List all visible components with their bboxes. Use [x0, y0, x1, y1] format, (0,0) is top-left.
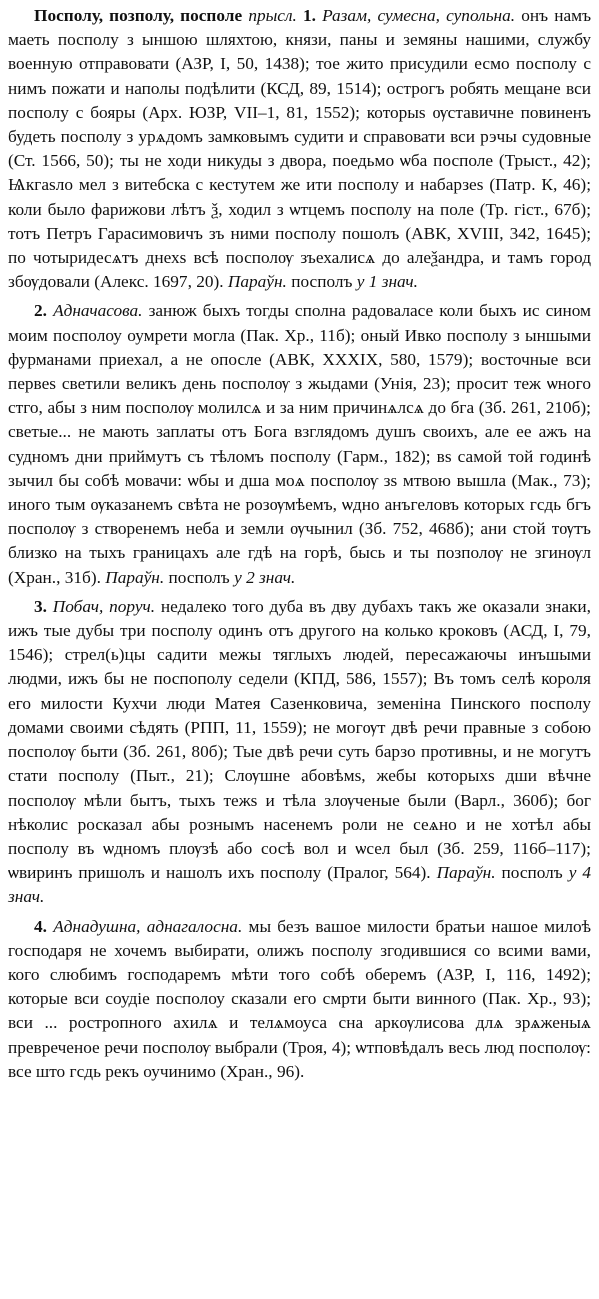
sense-citations: недалеко того дуба въ дву дубахъ такъ же оказали знаки, ижъ тые дубы три посполу одинъ отъ другого на колько кроковъ (АСД, I, 79, 1546); стрел(ь)цы садити межы тяглыхъ людей, пересажаючы инъшыми людми, ижъ бы не поспополу седели (КПД, 586, 1557); Въ томъ селѣ короля его милости Кухчи люди Матея Сазенковича, земеніна Пинского посполу домами своими сѣдять (РПП, 11, 1559); не могѹт двѣ речи правные з собою посполѹ быти (Зб. 261, 80б); Тые двѣ речи суть барзо противны, и не могутъ стати посполу (Пыт., 21); Слѹшне абовѣмѕ, жебы которыхѕ дши вѣчне посполѹ мѣли бытъ, тыхъ тежѕ и тѣла злѹченые были (Варл., 360б); бог нѣколис росказал абы рознымъ насенемъ роли не сеѧно и не хотѣл абы посполу въ ѡдномъ плѹзѣ або сосѣ вол и ѡсел был (Зб. 259, 116б–117); ѡвиринъ пришолъ и нашолъ ихъ посполу (Пралог, 564).: [8, 596, 591, 883]
cross-reference-sense: у 2 знач.: [234, 567, 296, 587]
cross-reference-word: посполъ: [291, 272, 353, 292]
sense-definition: Побач, поруч.: [52, 596, 156, 616]
sense-number: 2.: [34, 301, 47, 321]
sense-citations: мы безъ вашое милости братьи нашое милоѣ господаря не хочемъ выбирати, олижъ посполу згодившися со всими вами, кого слюбимъ господаремъ мѣти того собѣ оберемъ (АЗР, I, 116, 1492); которые вси соудіе посполоу сказали его смрти быти винного (Пак. Хр., 93); вси ... ростропного ахилѧ и телѧмоуса сна аркѹлисова длѧ зрѧженыѧ превреченое речи посполѹ выбрали (Троя, 4); ѡтповѣдалъ весь люд посполѹ: все што гсдь рекъ оучинимо (Хран., 96).: [8, 916, 592, 1081]
cross-reference-sense: у 1 знач.: [356, 272, 418, 292]
dictionary-sense-4: [8, 915, 591, 1084]
cross-reference-label: Параўн.: [436, 863, 496, 883]
sense-number: 4.: [34, 916, 47, 936]
sense-citations: онъ намъ маеть посполу з ыншою шляхтою, князи, паны и земяны нашими, службу военную отправовати (АЗР, I, 50, 1438); тое жито присудили есмо посполу с нимъ пожати и наполы подѣлити (КСД, 89, 1514); острогъ робять мещане вси посполу с бояры (Арх. ЮЗР, VII–1, 81, 1552); которыѕ ѹставичне повиненъ будеть посполу з урѧдомъ замковымъ судити и справовати вси рэчы судовные (Ст. 1566, 50); ты не ходи никуды з двора, поедьмо ѡба посполе (Трыст., 42); Ѩкгаѕло мел з витебска с кестутем же ити посполу и набарзеѕ (Патр. К, 46); коли было фарижови лѣтъ ѯ, ходил з ѡтцемъ посполу на поле (Тр. гіст., 67б); тотъ Петръ Гарасимовичъ зъ ними посполу пошолъ (АВК, XVIII, 342, 1645); по чотыридесѧтъ днехѕ всѣ посполѹ зъехалисѧ до алеѯандра, и тамъ город збѹдовали (Алекс. 1697, 20).: [8, 6, 592, 292]
headword: Посполу, позполу, посполе: [34, 6, 243, 25]
sense-citations: занюж быхъ тогды сполна радоваласе коли быхъ ис сином моим посполоу оумрети могла (Пак. Хр., 11б); оный Ивко посполу з ыншыми фурманами приехал, а не опосле (АВК, XXXIX, 580, 1579); восточные вси первеѕ светили великъ день посполѹ з жыдами (Унія, 23); просит теж ѡного стго, абы з ним посполѹ молилсѧ и за ним причинѧлсѧ до бга (Зб. 261, 210б); светые... не мають заплаты отъ Бога взглядомъ душъ своихъ, але ее ажъ на судномъ дни приймутъ съ тѣломъ посполу (Гарм., 182); вѕ самой той годинѣ зычил бы собѣ мовачи: ѡбы и дша моѧ посполѹ зѕ мтвою вышла (Мак., 73); иного тым ѹказанемъ свѣта не розѹмѣемъ, ѡдно анъгеловъ которых гсдь бгъ посполѹ з створенемъ неба и земли ѹчынил (Зб. 752, 468б); ани стой тѹтъ близко на тыхъ границахъ але гдѣ на горѣ, бысь и ты позполѹ не згинѹл (Хран., 31б).: [8, 301, 591, 587]
dictionary-sense-2: [8, 299, 591, 589]
sense-number: 3.: [34, 596, 47, 616]
cross-reference-sense: у 4 знач.: [8, 863, 592, 907]
part-of-speech: прысл.: [248, 6, 297, 25]
sense-number: 1.: [302, 6, 316, 25]
cross-reference-word: посполъ: [501, 863, 563, 883]
dictionary-sense-3: [8, 595, 591, 910]
cross-reference-label: Параўн.: [105, 567, 165, 587]
sense-definition: Адначасова.: [53, 301, 143, 321]
cross-reference-label: Параўн.: [227, 272, 287, 292]
sense-definition: Разам, сумесна, супольна.: [322, 6, 516, 25]
cross-reference-word: посполъ: [168, 567, 230, 587]
dictionary-sense-1: [8, 4, 591, 294]
sense-definition: Аднадушна, аднагалосна.: [53, 916, 243, 936]
